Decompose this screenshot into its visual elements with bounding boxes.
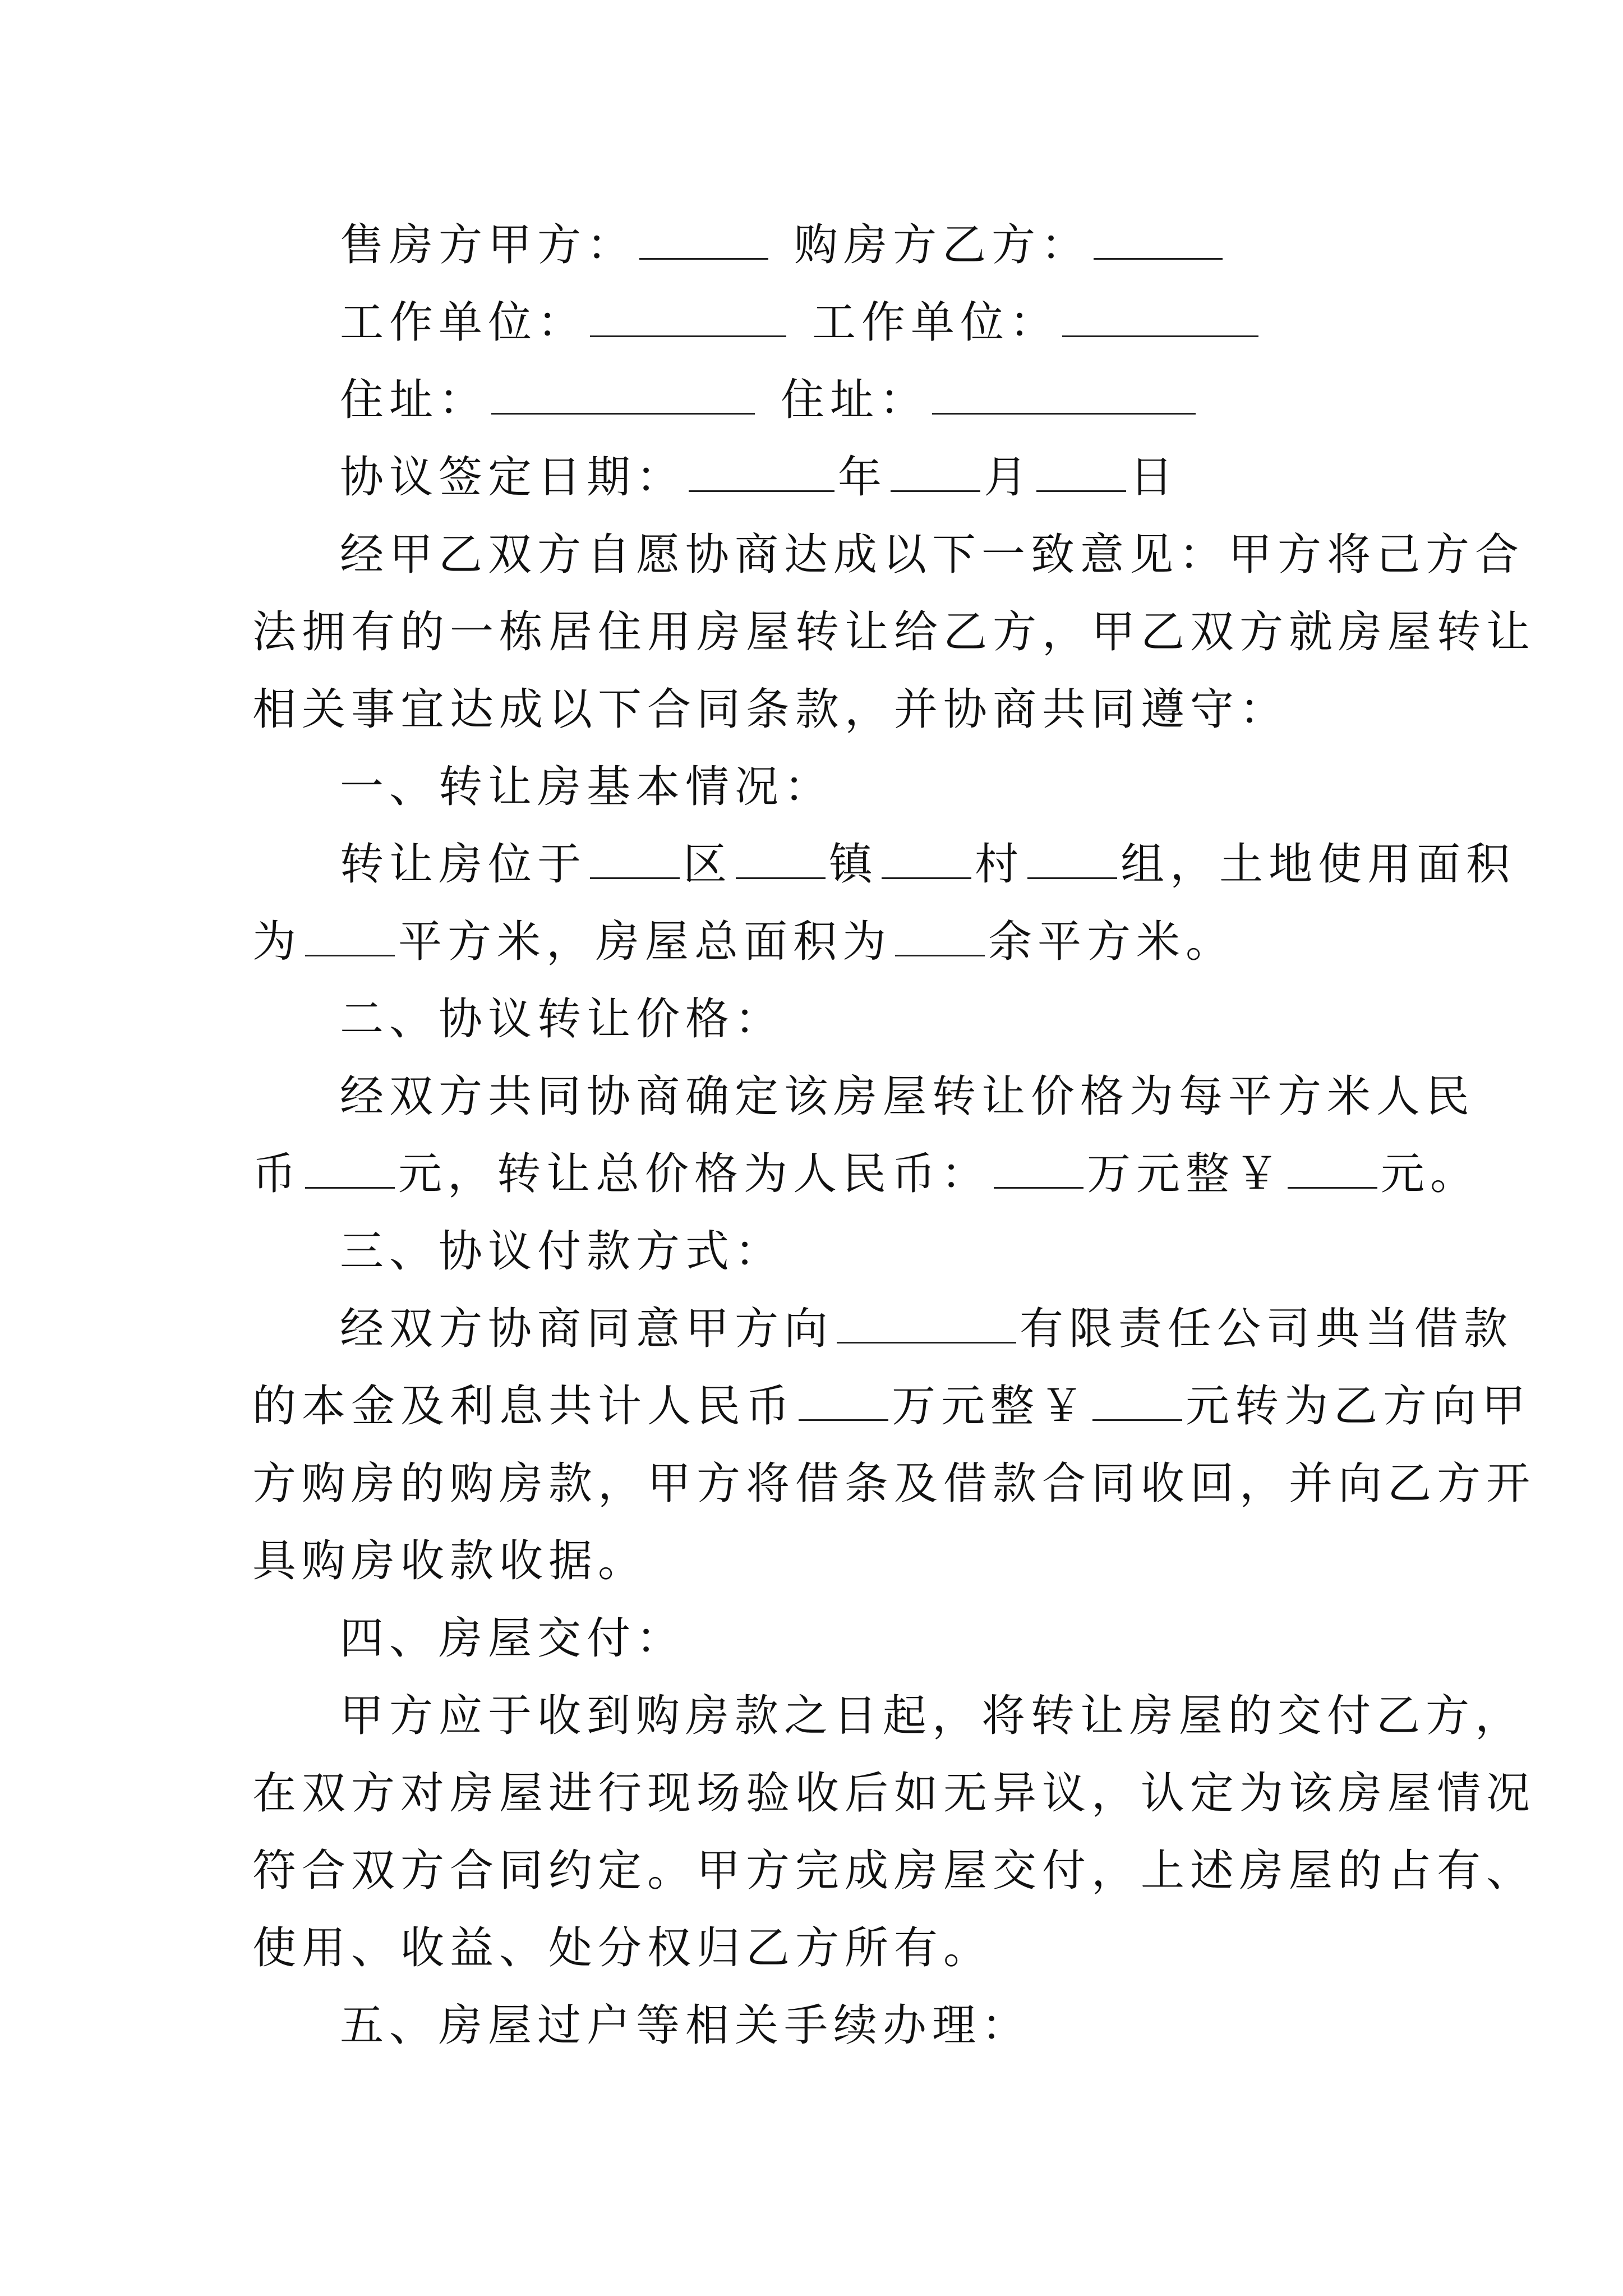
intro-line-1: 经甲乙双方自愿协商达成以下一致意见：甲方将己方合	[340, 530, 1525, 580]
total-price-label: 元，转让总价格为人民币：	[398, 1149, 991, 1199]
month-label: 月	[984, 452, 1034, 503]
section2-line-1: 经双方共同协商确定该房屋转让价格为每平方米人民	[340, 1071, 1476, 1122]
price-prefix: 币	[252, 1149, 302, 1199]
payment-prefix: 经双方协商同意甲方向	[340, 1304, 834, 1354]
seller-work-blank[interactable]	[590, 335, 786, 337]
district-label: 区	[683, 839, 733, 890]
building-area-label: 平方米，房屋总面积为	[398, 917, 892, 967]
district-blank[interactable]	[590, 877, 680, 879]
location-prefix: 转让房位于	[340, 839, 587, 890]
section4-line-1: 甲方应于收到购房款之日起，将转让房屋的交付乙方，	[340, 1691, 1525, 1741]
section2-line-2	[252, 1149, 1480, 1199]
buyer-label: 购房方乙方：	[794, 220, 1091, 270]
seller-work-label: 工作单位：	[340, 297, 587, 348]
month-blank[interactable]	[891, 490, 980, 492]
section4-heading: 四、房屋交付：	[340, 1613, 686, 1664]
group-blank[interactable]	[1027, 877, 1117, 879]
land-area-label: 组，土地使用面积	[1121, 839, 1516, 890]
date-line	[340, 452, 1467, 503]
section3-line-3: 方购房的购房款，甲方将借条及借款合同收回，并向乙方开	[252, 1458, 1536, 1509]
day-label: 日	[1129, 452, 1179, 503]
seller-blank[interactable]	[639, 257, 768, 260]
section1-heading: 一、转让房基本情况：	[340, 762, 834, 812]
company-suffix: 有限责任公司典当借款	[1020, 1304, 1514, 1354]
address-line	[340, 375, 1467, 425]
principal-suffix: 元转为乙方向甲	[1186, 1381, 1532, 1432]
village-label: 村	[975, 839, 1025, 890]
land-area-blank[interactable]	[305, 954, 395, 956]
year-blank[interactable]	[689, 490, 834, 492]
section4-line-3: 符合双方合同约定。甲方完成房屋交付，上述房屋的占有、	[252, 1846, 1536, 1896]
town-label: 镇	[829, 839, 879, 890]
section4-line-2: 在双方对房屋进行现场验收后如无异议，认定为该房屋情况	[252, 1768, 1536, 1819]
principal-wan-blank[interactable]	[799, 1419, 888, 1421]
yuan-suffix: 元。	[1381, 1149, 1480, 1199]
seller-address-label: 住址：	[340, 375, 488, 425]
day-blank[interactable]	[1036, 490, 1126, 492]
town-blank[interactable]	[736, 877, 826, 879]
section3-line-4: 具购房收款收据。	[252, 1536, 648, 1586]
seller-address-blank[interactable]	[491, 412, 755, 415]
building-area-suffix: 余平方米。	[988, 917, 1235, 967]
section3-heading: 三、协议付款方式：	[340, 1226, 785, 1277]
section2-heading: 二、协议转让价格：	[340, 994, 785, 1045]
work-unit-line	[340, 297, 1467, 348]
section3-line-1	[340, 1304, 1514, 1354]
unit-price-blank[interactable]	[305, 1186, 395, 1189]
buyer-blank[interactable]	[1094, 257, 1223, 260]
date-label: 协议签定日期：	[340, 452, 686, 503]
company-blank[interactable]	[837, 1341, 1016, 1343]
buyer-address-label: 住址：	[781, 375, 929, 425]
village-blank[interactable]	[882, 877, 971, 879]
principal-label: 的本金及利息共计人民币	[252, 1381, 796, 1432]
buyer-address-blank[interactable]	[932, 412, 1196, 415]
intro-line-3: 相关事宜达成以下合同条款，并协商共同遵守：	[252, 684, 1289, 735]
principal-wan-label: 万元整￥	[892, 1381, 1090, 1432]
seller-label: 售房方甲方：	[340, 220, 637, 270]
principal-yuan-blank[interactable]	[1092, 1419, 1182, 1421]
buyer-work-blank[interactable]	[1062, 335, 1258, 337]
intro-line-2: 法拥有的一栋居住用房屋转让给乙方，甲乙双方就房屋转让	[252, 607, 1536, 657]
section1-line-2	[252, 917, 1380, 967]
year-label: 年	[838, 452, 888, 503]
land-area-prefix: 为	[252, 917, 302, 967]
buyer-work-label: 工作单位：	[812, 297, 1059, 348]
wan-yuan-label: 万元整￥	[1087, 1149, 1285, 1199]
parties-line	[340, 220, 1467, 270]
section5-heading: 五、房屋过户等相关手续办理：	[340, 2000, 1031, 2051]
section4-line-4: 使用、收益、处分权归乙方所有。	[252, 1923, 993, 1973]
section3-line-2	[252, 1381, 1532, 1432]
total-wan-blank[interactable]	[994, 1186, 1083, 1189]
total-yuan-blank[interactable]	[1288, 1186, 1377, 1189]
section1-line-1	[340, 839, 1516, 890]
building-area-blank[interactable]	[895, 954, 985, 956]
